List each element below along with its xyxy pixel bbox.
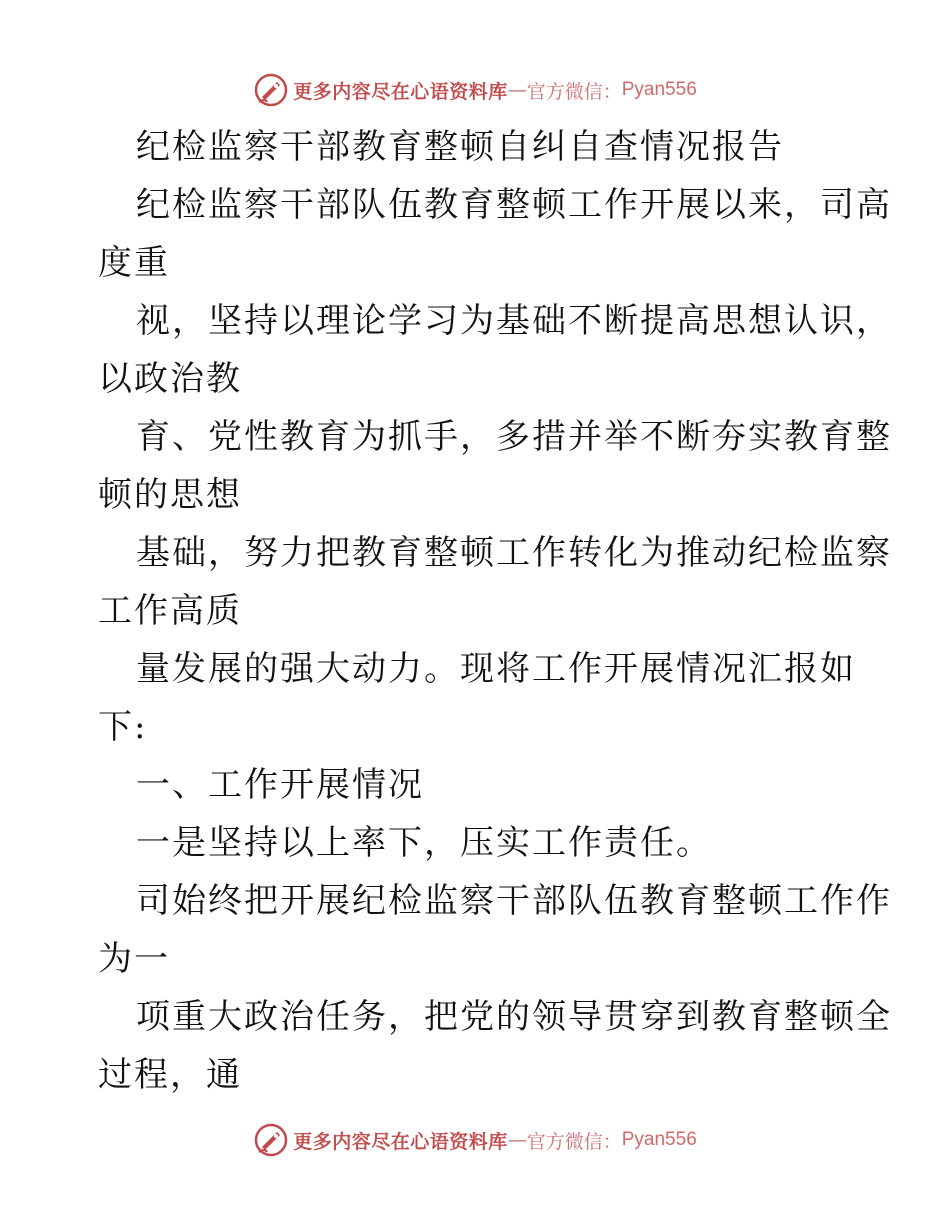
header-banner bbox=[0, 70, 950, 110]
paragraph-line: 视，坚持以理论学习为基础不断提高思想认识， bbox=[136, 301, 892, 341]
banner-wechat-id: Pyan556 bbox=[621, 1129, 697, 1150]
banner-wechat-label: 官方微信： bbox=[526, 1130, 622, 1153]
paragraph-line: 过程，通 bbox=[98, 1055, 242, 1095]
paragraph-line: 以政治教 bbox=[98, 359, 242, 399]
paragraph-line: 育、党性教育为抓手，多措并举不断夯实教育整 bbox=[136, 417, 892, 457]
paragraph-line: 基础，努力把教育整顿工作转化为推动纪检监察 bbox=[136, 533, 892, 573]
paragraph-line: 司始终把开展纪检监察干部队伍教育整顿工作作 bbox=[136, 881, 892, 921]
paragraph-line: 为一 bbox=[98, 939, 170, 979]
pen-nib-logo-icon bbox=[253, 1122, 289, 1158]
banner-wechat-id: Pyan556 bbox=[621, 79, 697, 100]
paragraph-line: 下: bbox=[98, 707, 148, 747]
section-heading: 一、工作开展情况 bbox=[136, 765, 424, 805]
paragraph-line: 量发展的强大动力。现将工作开展情况汇报如 bbox=[136, 649, 856, 689]
paragraph-line: 度重 bbox=[98, 243, 170, 283]
subsection-heading: 一是坚持以上率下，压实工作责任。 bbox=[136, 823, 712, 863]
paragraph-line: 纪检监察干部队伍教育整顿工作开展以来，司高 bbox=[136, 185, 892, 225]
banner-text: 更多内容尽在心语资料库 bbox=[293, 1130, 508, 1153]
document-title: 纪检监察干部教育整顿自纠自查情况报告 bbox=[136, 127, 784, 167]
pen-nib-logo-icon bbox=[253, 72, 289, 108]
banner-dash: — bbox=[507, 79, 527, 101]
paragraph-line: 顿的思想 bbox=[98, 475, 242, 515]
footer-banner bbox=[0, 1120, 950, 1160]
paragraph-line: 项重大政治任务，把党的领导贯穿到教育整顿全 bbox=[136, 997, 892, 1037]
banner-dash: — bbox=[507, 1129, 527, 1151]
banner-wechat-label: 官方微信： bbox=[526, 80, 622, 103]
paragraph-line: 工作高质 bbox=[98, 591, 242, 631]
banner-text: 更多内容尽在心语资料库 bbox=[293, 80, 508, 103]
